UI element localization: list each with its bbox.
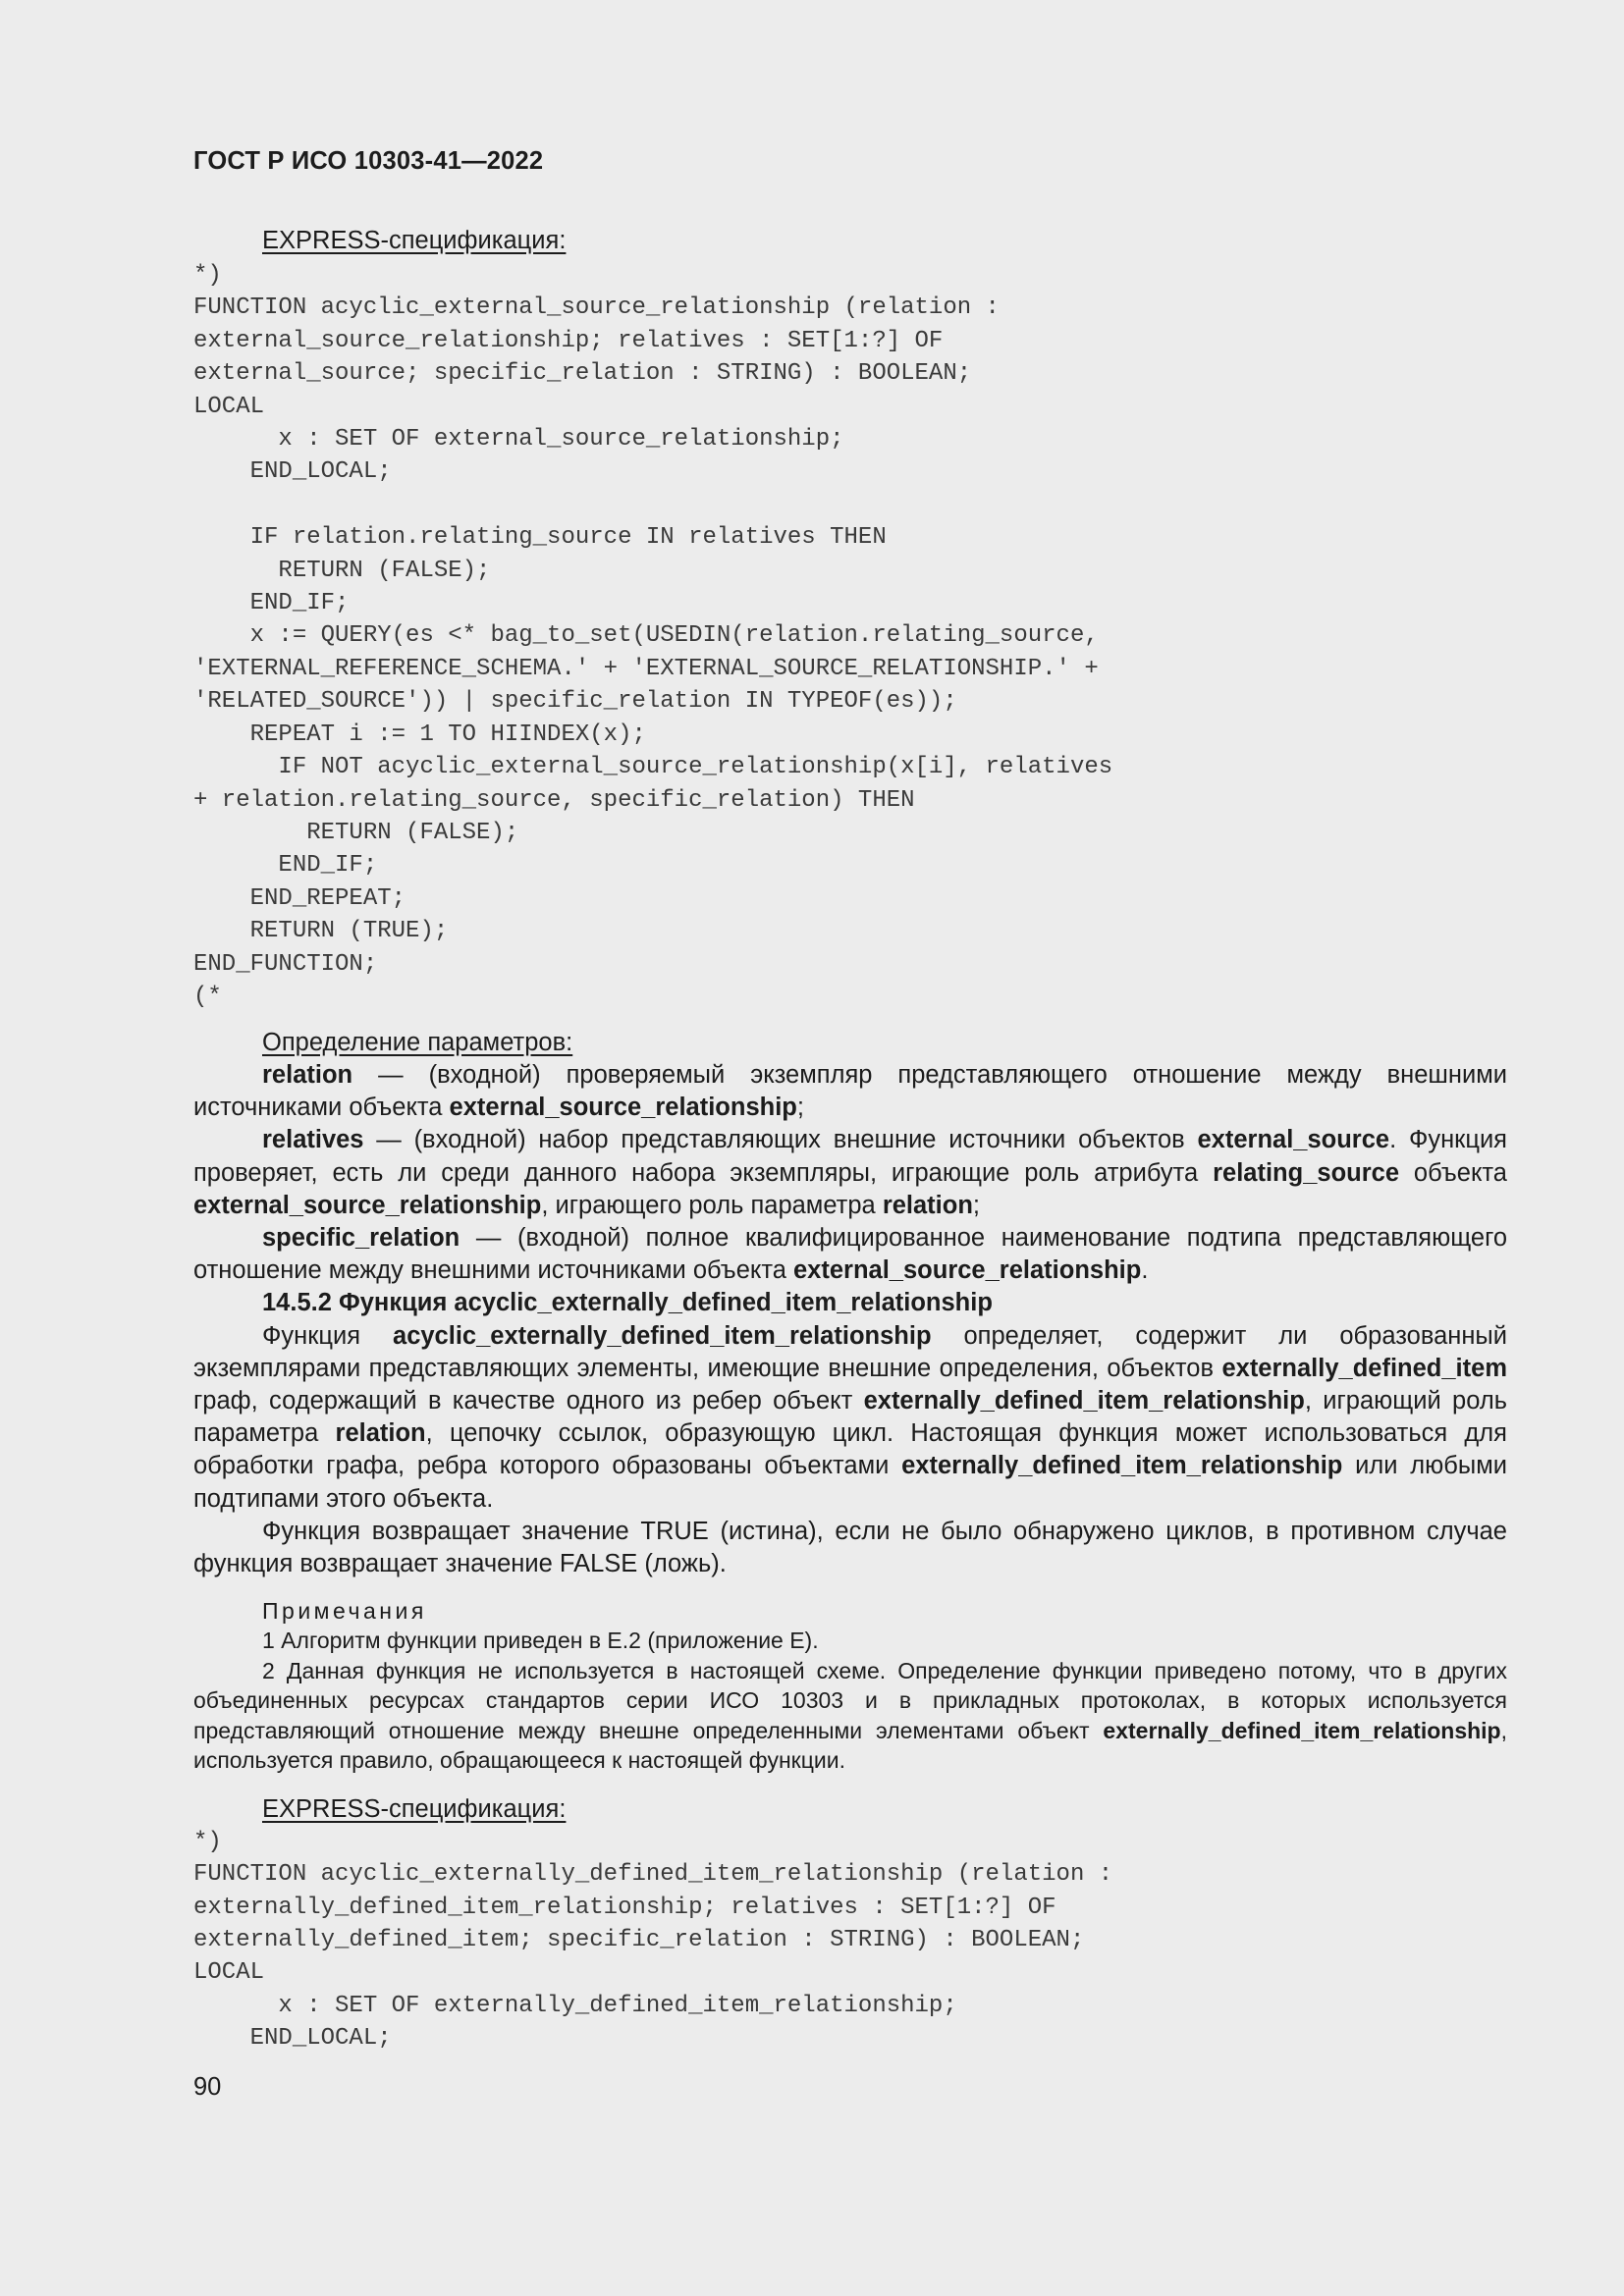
express-code-1: *) FUNCTION acyclic_external_source_relationship (relation : external_source_relationship; relatives : SET[1:?] OF external_source; specific_relation : STRING) : BOOLEAN; LOCAL x : SET OF external_source_relationship; END_LOCAL; IF relation.relating_source IN relatives THEN RETURN (FALSE); END_IF; x := QUERY(es <* bag_to_set(USEDIN(relation.relating_source, 'EXTERNAL_REFERENCE_SCHEMA.' + 'EXTERNAL_SOURCE_RELATIONSHIP.' + 'RELATED_SOURCE')) | specific_relation IN TYPEOF(es)); REPEAT i := 1 TO HIINDEX(x); IF NOT acyclic_external_source_relationship(x[i], relatives + relation.relating_source, specific_relation) THEN RETURN (FALSE); END_IF; END_REPEAT; RETURN (TRUE); END_FUNCTION; (* (193, 262, 1113, 1010)
document-header: ГОСТ Р ИСО 10303-41—2022 (193, 147, 544, 175)
main-text (193, 1027, 1507, 2056)
express-spec-block-2 (193, 1793, 1507, 2056)
para-text: граф, содержащий в качестве одного из ребер объект (193, 1387, 864, 1415)
param-specific-relation (193, 1222, 1507, 1287)
param-term: specific_relation (262, 1224, 460, 1253)
express-spec-label: EXPRESS-спецификация: (262, 227, 567, 254)
note-1: 1 Алгоритм функции приведен в Е.2 (приложение Е). (262, 1628, 819, 1654)
param-term: relatives (262, 1126, 364, 1154)
param-text: объекта (1399, 1158, 1507, 1187)
para-text: , цепочку ссылок, образующую цикл. Настоящая функция может использоваться для обработки графа, ребра которого образованы объектами (193, 1419, 1507, 1480)
notes-block (193, 1596, 1507, 1776)
note-2 (193, 1656, 1507, 1776)
param-bold: external_source_relationship (193, 1191, 542, 1219)
notes-title: Примечания (262, 1598, 427, 1625)
param-text: ; (972, 1191, 981, 1219)
param-text: — (входной) набор представляющих внешние источники объектов (363, 1126, 1198, 1154)
params-title: Определение параметров: (262, 1029, 573, 1056)
para-bold: externally_defined_item_relationship (901, 1452, 1343, 1480)
section-paragraph-2: Функция возвращает значение TRUE (истина), если не было обнаружено циклов, в противном случае функция возвращает значение FALSE (ложь). (193, 1517, 1507, 1578)
note-bold: externally_defined_item_relationship (1103, 1717, 1501, 1743)
express-spec-block-1 (193, 225, 1112, 1013)
para-bold: relation (335, 1419, 426, 1448)
param-bold: external_source_relationship (793, 1256, 1142, 1285)
note-text: 2 Данная функция не используется в настоящей схеме. Определение функции приведено потому, что в других объединенных ресурсах стандартов серии ИСО 10303 и в прикладных протоколах, в которых используется представляющий отношение между внешне определенными элементами объект (193, 1657, 1507, 1743)
param-relation (193, 1059, 1507, 1124)
section-paragraph-1 (193, 1320, 1507, 1516)
para-text: или любыми подтипами этого объекта. (193, 1452, 1507, 1513)
para-text: определяет, содержит ли образованный экземплярами представляющих элементы, имеющие внешние определения, объектов (193, 1321, 1507, 1382)
express-spec-label: EXPRESS-спецификация: (262, 1794, 567, 1823)
param-bold: external_source (1197, 1126, 1390, 1154)
section-heading: 14.5.2 Функция acyclic_externally_defined_item_relationship (262, 1289, 993, 1317)
param-bold: relation (882, 1191, 973, 1219)
para-text: , играющий роль параметра (193, 1387, 1507, 1448)
param-text: . Функция проверяет, есть ли среди данного набора экземпляры, играющие роль атрибута (193, 1126, 1507, 1187)
param-text: . (1141, 1256, 1149, 1285)
para-bold: externally_defined_item_relationship (863, 1387, 1305, 1415)
param-bold: relating_source (1213, 1158, 1400, 1187)
note-text: , используется правило, обращающееся к настоящей функции. (193, 1717, 1507, 1774)
param-text: — (входной) проверяемый экземпляр представляющего отношение между внешними источниками объекта (193, 1061, 1507, 1122)
express-code-2: *) FUNCTION acyclic_externally_defined_item_relationship (relation : externally_defined_item_relationship; relatives : SET[1:?] OF externally_defined_item; specific_relation : STRING) : BOOLEAN; LOCAL x : SET OF externally_defined_item_relationship; END_LOCAL; (193, 1828, 1113, 2053)
param-bold: external_source_relationship (449, 1094, 797, 1122)
param-text: — (входной) полное квалифицированное наименование подтипа представляющего отношение между внешними источниками объекта (193, 1224, 1507, 1285)
para-bold: externally_defined_item (1221, 1354, 1507, 1382)
para-text: Функция (262, 1321, 394, 1350)
param-relatives (193, 1124, 1507, 1222)
para-bold: acyclic_externally_defined_item_relationship (393, 1321, 932, 1350)
param-text: , играющего роль параметра (541, 1191, 883, 1219)
param-term: relation (262, 1061, 353, 1089)
page-number: 90 (193, 2073, 222, 2101)
param-text: ; (796, 1094, 804, 1122)
